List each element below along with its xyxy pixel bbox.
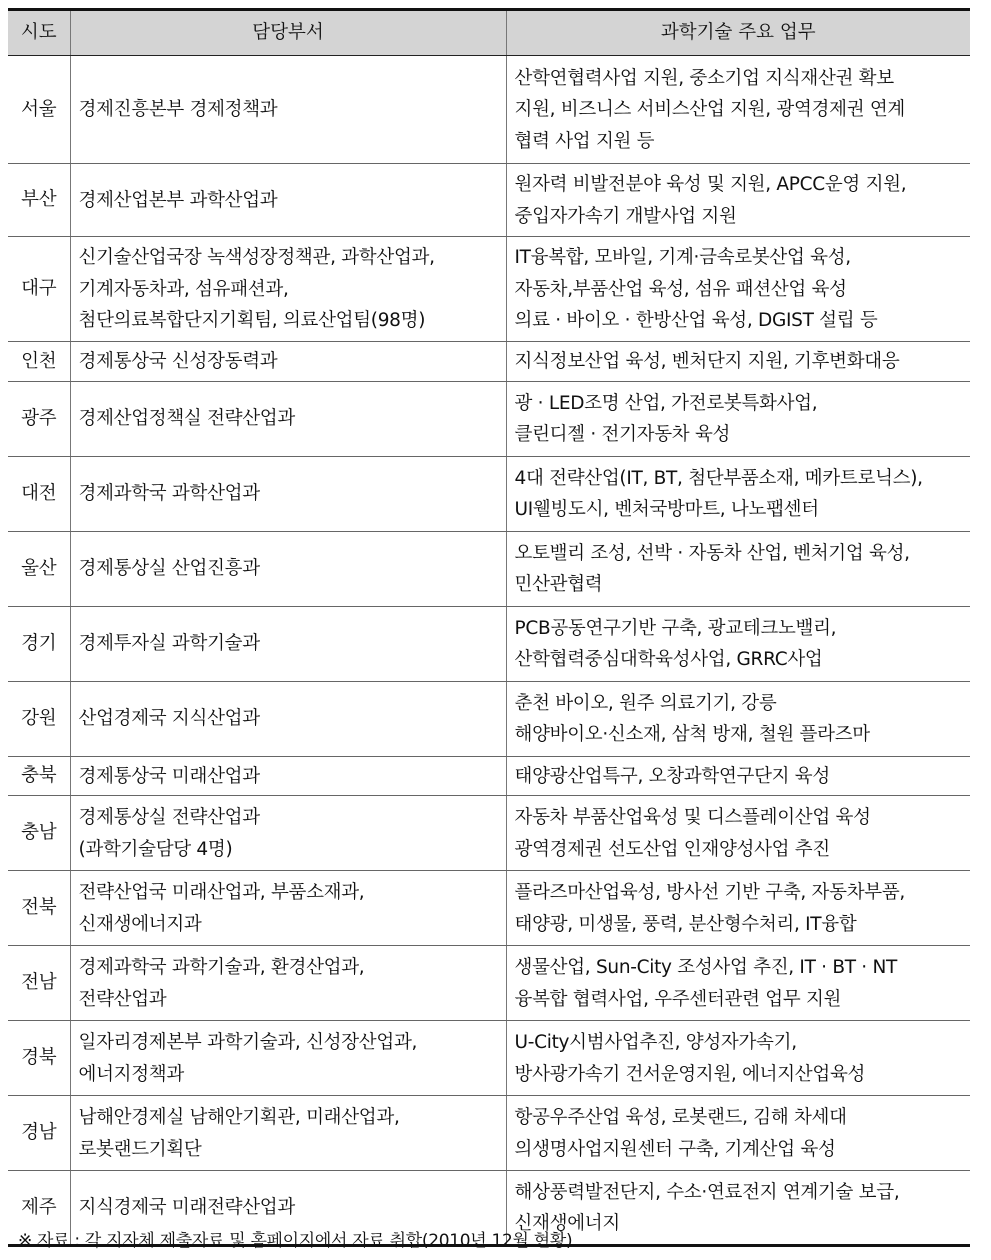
cell-sido: 충남 [8,796,70,871]
duty-line: 태양광산업특구, 오창과학연구단지 육성 [514,765,830,787]
cell-duties [506,756,970,796]
duty-line: 중입자가속기 개발사업 지원 [514,205,737,227]
duty-line: 신재생에너지 [514,1213,620,1234]
duty-line: PCB공동연구기반 구축, 광교테크노밸리, [514,617,837,639]
duty-line: 지식정보산업 육성, 벤처단지 지원, 기후변화대응 [514,351,900,372]
header-sido: 시도 [8,10,70,56]
table-row [8,164,970,237]
header-dept: 담당부서 [70,10,506,56]
cell-duties [506,237,970,342]
table-row [8,56,970,164]
table-row [8,871,970,946]
table-row [8,681,970,756]
dept-line: 경제통상국 신성장동력과 [78,351,278,372]
cell-sido: 제주 [8,1171,70,1246]
dept-line: 지식경제국 미래전략산업과 [78,1197,295,1219]
cell-dept [70,531,506,606]
table-row [8,1096,970,1171]
cell-sido: 전북 [8,871,70,946]
dept-line: 경제통상실 전략산업과 [78,807,260,828]
cell-duties [506,342,970,382]
dept-line: 신기술산업국장 녹색성장정책관, 과학산업과, [78,247,435,269]
cell-sido: 대구 [8,237,70,342]
cell-dept [70,1021,506,1096]
dept-line: 경제투자실 과학기술과 [78,633,260,655]
cell-dept [70,164,506,237]
cell-dept [70,756,506,796]
duty-line: 민산관협력 [514,574,603,595]
cell-duties [506,164,970,237]
duty-line: 자동차 부품산업육성 및 디스플레이산업 육성 [514,807,871,828]
cell-dept [70,56,506,164]
duty-line: 광역경제권 선도산업 인재양성사업 추진 [514,838,830,860]
dept-line: 신재생에너지과 [78,913,202,935]
duty-line: 의료 · 바이오 · 한방산업 육성, DGIST 설립 등 [514,310,878,332]
cell-sido: 전남 [8,946,70,1021]
duty-line: 융복합 협력사업, 우주센터관련 업무 지원 [514,988,842,1010]
duty-line: 방사광가속기 건서운영지원, 에너지산업육성 [514,1063,866,1085]
cell-duties [506,531,970,606]
duty-line: 원자력 비발전분야 육성 및 지원, APCC운영 지원, [514,174,907,195]
dept-line: 남해안경제실 남해안기획관, 미래산업과, [78,1107,400,1128]
table-row [8,796,970,871]
duty-line: 산학연협력사업 지원, 중소기업 지식재산권 확보 [514,67,894,89]
cell-sido: 충북 [8,756,70,796]
duty-line: 생물산업, Sun-City 조성사업 추진, IT · BT · NT [514,957,897,978]
dept-line: 전략산업국 미래산업과, 부품소재과, [78,882,365,903]
cell-duties [506,456,970,531]
dept-line: 경제진흥본부 경제정책과 [78,99,278,121]
cell-dept [70,456,506,531]
duty-line: 플라즈마산업육성, 방사선 기반 구축, 자동차부품, [514,882,905,903]
dept-line: 전략산업과 [78,988,167,1010]
cell-duties [506,606,970,681]
dept-line: 경제통상국 미래산업과 [78,765,260,787]
table-row [8,606,970,681]
duty-line: 4대 전략산업(IT, BT, 첨단부품소재, 메카트로닉스), [514,467,923,489]
cell-dept [70,871,506,946]
duty-line: 광 · LED조명 산업, 가전로봇특화사업, [514,392,818,414]
duty-line: 협력 사업 지원 등 [514,130,655,152]
dept-line: 경제산업본부 과학산업과 [78,189,278,211]
dept-line: 첨단의료복합단지기획팀, 의료산업팀(98명) [78,310,426,332]
cell-duties [506,796,970,871]
cell-sido: 강원 [8,681,70,756]
cell-sido: 대전 [8,456,70,531]
duty-line: 클린디젤 · 전기자동차 육성 [514,424,731,445]
header-duties: 과학기술 주요 업무 [506,10,970,56]
dept-line: (과학기술담당 4명) [78,838,233,860]
cell-sido: 서울 [8,56,70,164]
table-container [8,8,970,1247]
cell-sido: 부산 [8,164,70,237]
cell-duties [506,946,970,1021]
table-row [8,381,970,456]
duty-line: UI웰빙도시, 벤처국방마트, 나노팹센터 [514,499,819,520]
duty-line: 항공우주산업 육성, 로봇랜드, 김해 차세대 [514,1107,847,1128]
cell-sido: 광주 [8,381,70,456]
duty-line: 지원, 비즈니스 서비스산업 지원, 광역경제권 연계 [514,99,905,121]
cell-sido: 경기 [8,606,70,681]
table-row [8,946,970,1021]
cell-sido: 경남 [8,1096,70,1171]
duty-line: 태양광, 미생물, 풍력, 분산형수처리, IT융합 [514,913,857,935]
cell-dept [70,606,506,681]
cell-sido: 인천 [8,342,70,382]
cell-duties [506,871,970,946]
table-row [8,756,970,796]
dept-line: 일자리경제본부 과학기술과, 신성장산업과, [78,1032,418,1053]
dept-line: 경제과학국 과학기술과, 환경산업과, [78,957,365,978]
table-row [8,342,970,382]
table-row [8,456,970,531]
dept-line: 경제과학국 과학산업과 [78,483,260,505]
dept-line: 산업경제국 지식산업과 [78,708,260,730]
cell-dept [70,796,506,871]
cell-sido: 경북 [8,1021,70,1096]
duty-line: 산학협력중심대학육성사업, GRRC사업 [514,649,823,670]
cell-duties [506,681,970,756]
cell-duties [506,1021,970,1096]
cell-duties [506,381,970,456]
table-header-row [8,10,970,56]
duty-line: 자동차,부품산업 육성, 섬유 패션산업 육성 [514,278,847,300]
duty-line: U-City시범사업추진, 양성자가속기, [514,1032,797,1053]
table-row [8,237,970,342]
dept-line: 로봇랜드기획단 [78,1138,202,1160]
duty-line: 의생명사업지원센터 구축, 기계산업 육성 [514,1138,836,1160]
duty-line: IT융복합, 모바일, 기계·금속로봇산업 육성, [514,247,851,269]
dept-line: 기계자동차과, 섬유패션과, [78,278,289,300]
source-note: ※ 자료 : 각 지자체 제출자료 및 홈페이지에서 자료 취합(2010년 12월 현황) [18,1231,573,1251]
cell-duties [506,1171,970,1246]
cell-dept [70,237,506,342]
cell-dept [70,342,506,382]
duty-line: 해양바이오·신소재, 삼척 방재, 철원 플라즈마 [514,724,870,745]
duty-line: 춘천 바이오, 원주 의료기기, 강릉 [514,692,777,714]
cell-duties [506,56,970,164]
cell-sido: 울산 [8,531,70,606]
dept-line: 경제산업정책실 전략산업과 [78,408,295,430]
cell-duties [506,1096,970,1171]
table-row [8,531,970,606]
dept-line: 에너지정책과 [78,1063,184,1085]
cell-dept [70,946,506,1021]
table-row [8,1021,970,1096]
duty-line: 해상풍력발전단지, 수소·연료전지 연계기술 보급, [514,1181,900,1203]
cell-dept [70,1096,506,1171]
science-dept-table [8,8,970,1247]
cell-dept [70,381,506,456]
table-body [8,56,970,1246]
dept-line: 경제통상실 산업진흥과 [78,558,260,580]
cell-dept [70,681,506,756]
duty-line: 오토밸리 조성, 선박 · 자동차 산업, 벤처기업 육성, [514,542,910,564]
